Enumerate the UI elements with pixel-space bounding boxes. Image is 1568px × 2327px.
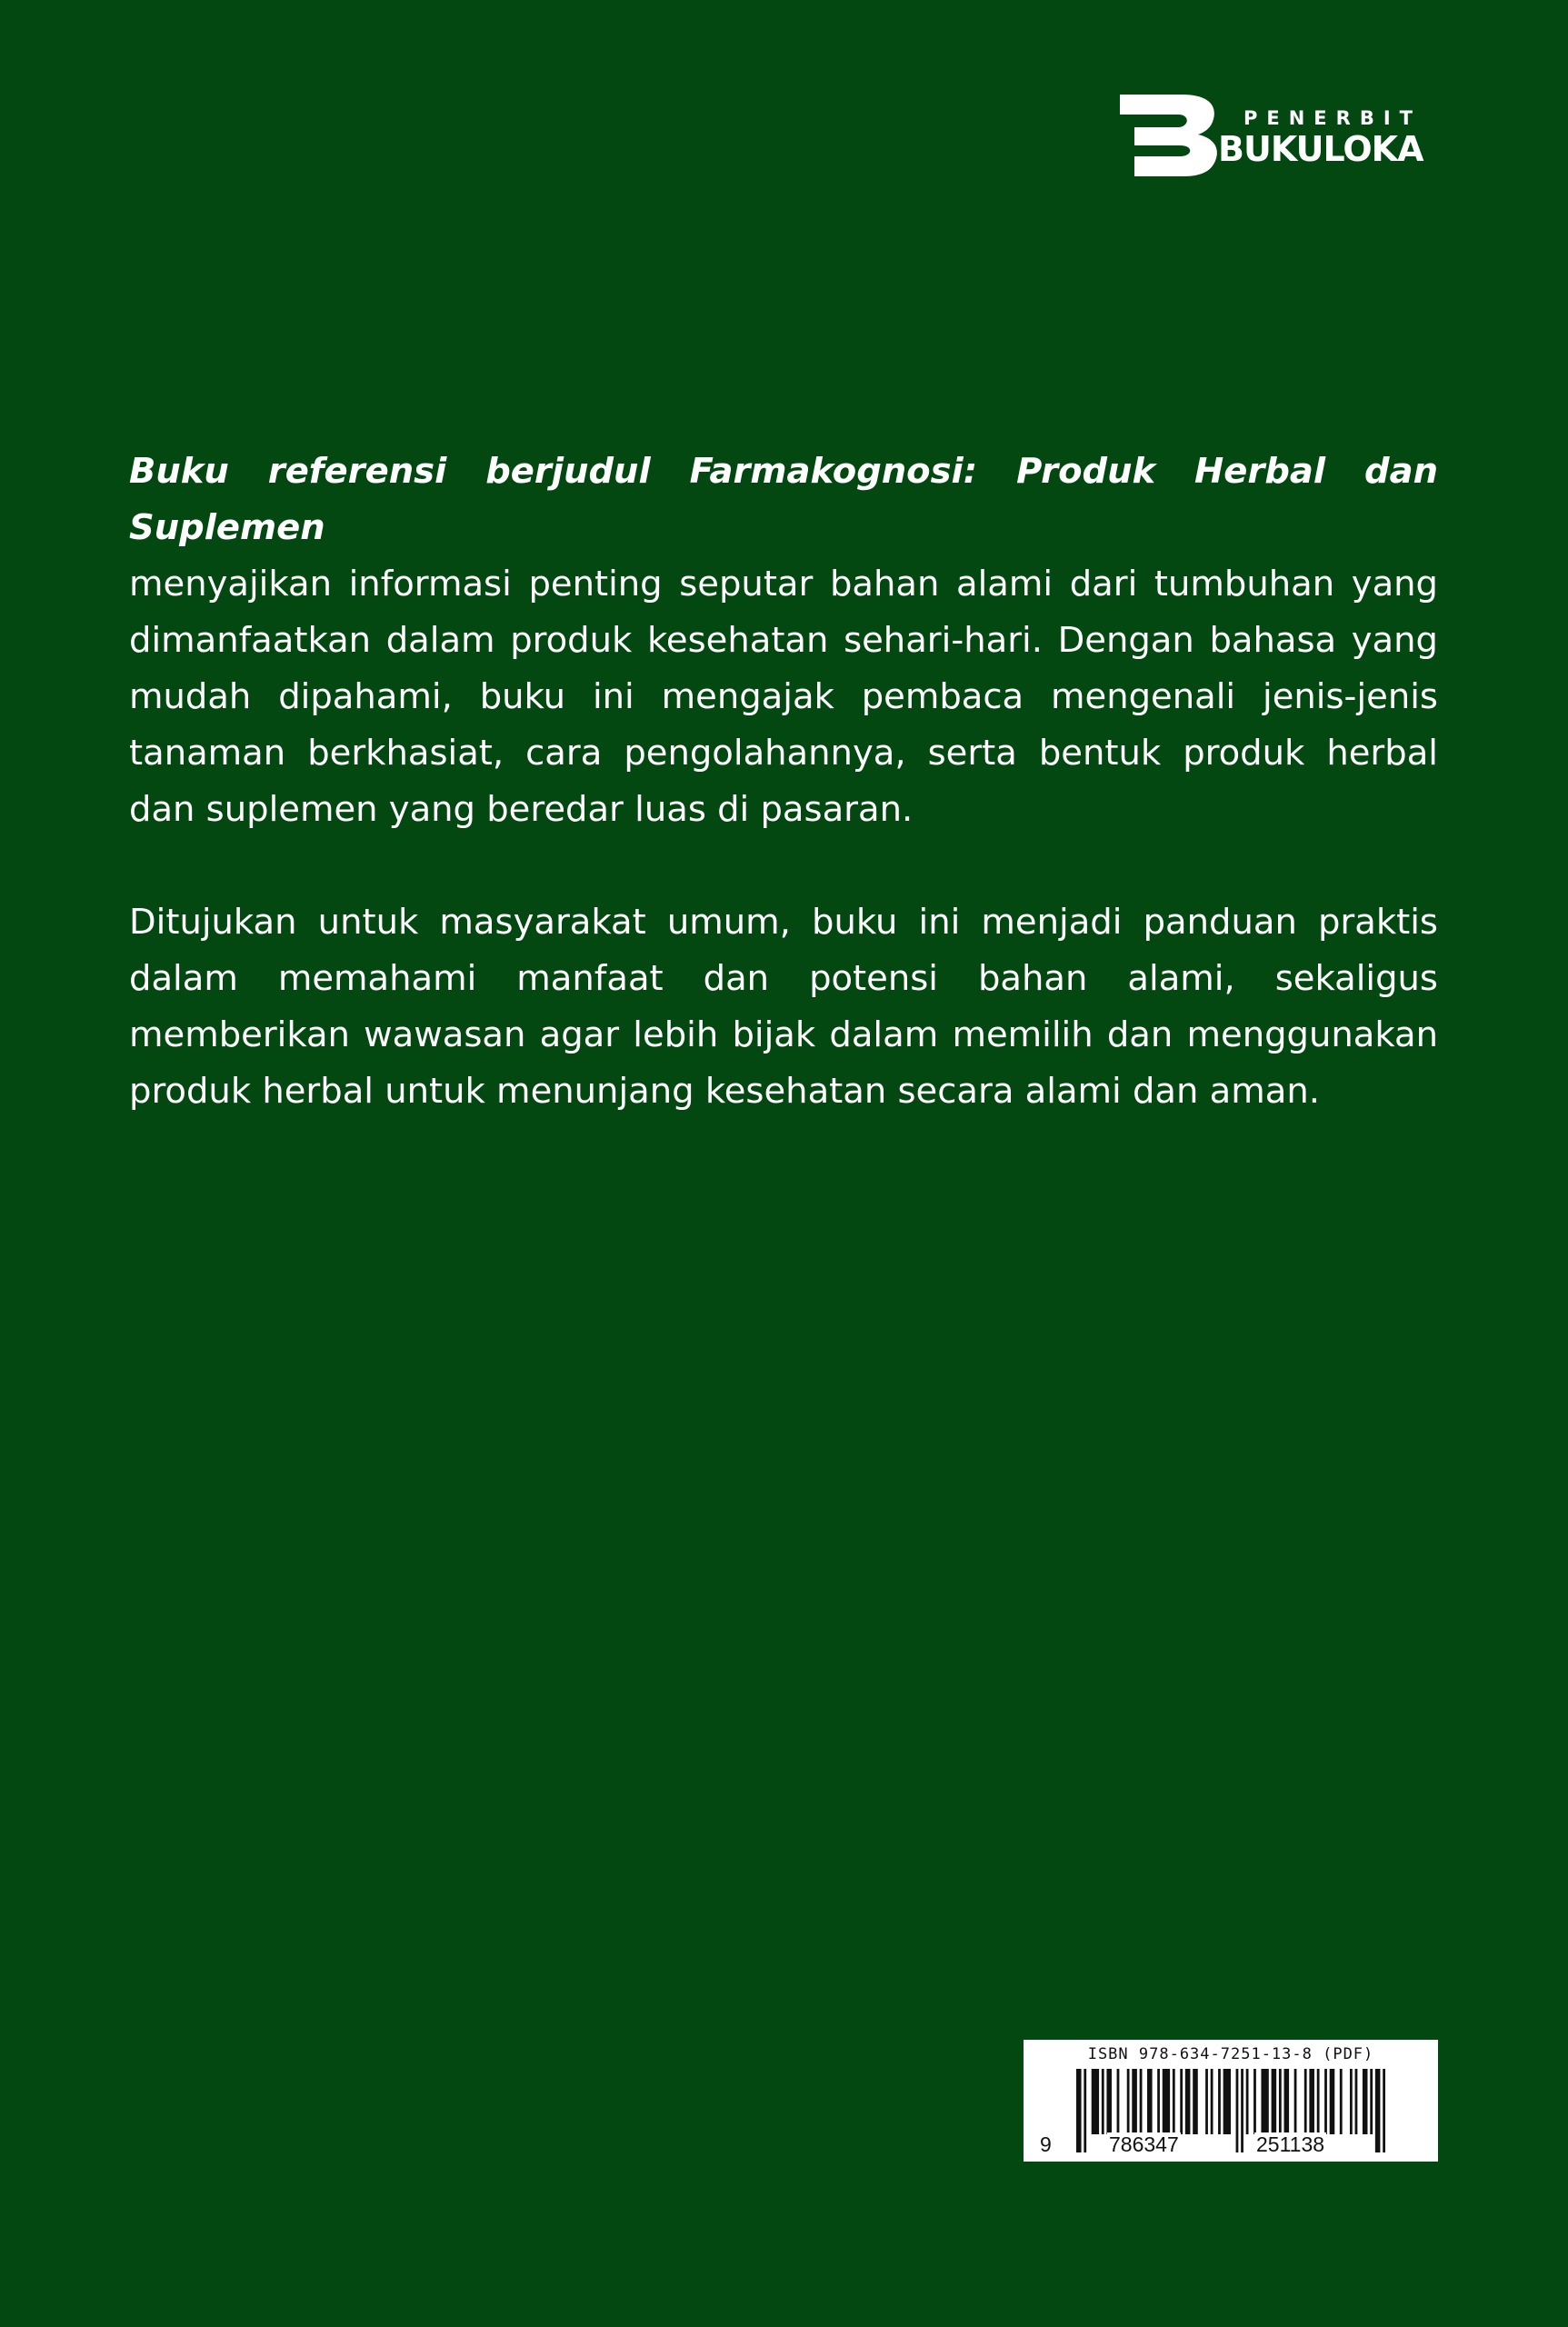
barcode-bar <box>1330 2069 1335 2134</box>
barcode-digit-first: 9 <box>1040 2132 1052 2156</box>
barcode-bar <box>1147 2069 1153 2134</box>
barcode-digits-right: 251138 <box>1256 2132 1325 2156</box>
barcode-bar <box>1211 2069 1213 2134</box>
publisher-label: PENERBIT <box>1243 107 1422 129</box>
publisher-name: BUKULOKA <box>1218 129 1423 169</box>
isbn-barcode-box <box>1024 2040 1438 2162</box>
barcode-bar <box>1253 2069 1256 2134</box>
barcode-bar <box>1127 2069 1130 2134</box>
barcode-bar <box>1340 2069 1343 2134</box>
barcode-bar <box>1324 2069 1327 2134</box>
barcode-bar <box>1185 2069 1191 2134</box>
barcode-bar <box>1309 2069 1314 2134</box>
blurb-paragraph-1-text: menyajikan informasi penting seputar bahan alami dari tumbuhan yang dimanfaatkan dalam produk kesehatan sehari-hari. Dengan bahasa yang mudah dipahami, buku ini mengajak pembaca mengenali jenis-jenis tanaman berkhasiat, cara pengolahannya, serta bentuk produk herbal dan suplemen yang beredar luas di pasaran. <box>129 564 1438 830</box>
back-cover-blurb <box>129 444 1438 1120</box>
book-reference: Buku referensi berjudul Farmakognosi: Produk Herbal dan Suplemen <box>129 451 1438 548</box>
barcode-bar <box>1102 2069 1104 2134</box>
barcode-bar <box>1132 2069 1137 2134</box>
barcode-bar <box>1304 2069 1307 2134</box>
barcode-bar <box>1117 2069 1120 2134</box>
barcode-bar <box>1284 2069 1290 2134</box>
barcode-bar <box>1317 2069 1320 2134</box>
barcode-bar <box>1272 2069 1277 2134</box>
barcode-bar <box>1370 2069 1373 2134</box>
barcode-bar <box>1246 2069 1249 2134</box>
barcode-bar <box>1261 2069 1268 2134</box>
barcode-bar <box>1236 2069 1239 2152</box>
barcode-bar <box>1218 2069 1221 2134</box>
barcode-bar <box>1279 2069 1282 2134</box>
barcode-bar <box>1355 2069 1358 2134</box>
letter-b-logo-icon <box>1120 95 1222 176</box>
barcode-bar <box>1375 2069 1381 2152</box>
barcode-bar <box>1140 2069 1143 2134</box>
barcode-digits-left: 786347 <box>1109 2132 1179 2156</box>
barcode-bar <box>1223 2069 1231 2134</box>
barcode-bar <box>1241 2069 1243 2152</box>
barcode-bar <box>1350 2069 1353 2134</box>
barcode-bar <box>1294 2069 1297 2134</box>
barcode-bar <box>1173 2069 1175 2134</box>
barcode-bar <box>1180 2069 1183 2134</box>
blurb-paragraph-2: Ditujukan untuk masyarakat umum, buku ini menjadi panduan praktis dalam memahami manfaat dan potensi bahan alami, sekaligus memberikan wawasan agar lebih bijak dalam memilih dan menggunakan produk herbal untuk menunjang kesehatan secara alami dan aman. <box>129 902 1438 1112</box>
barcode-bar <box>1157 2069 1160 2134</box>
barcode-bar <box>1084 2069 1086 2152</box>
barcode-bar <box>1383 2069 1385 2152</box>
isbn-label: ISBN 978-634-7251-13-8 (PDF) <box>1087 2045 1374 2063</box>
barcode-bar <box>1106 2069 1112 2134</box>
publisher-logo <box>1120 95 1440 176</box>
barcode-bar <box>1363 2069 1368 2134</box>
barcode-bar <box>1163 2069 1170 2134</box>
barcode-bar <box>1205 2069 1208 2134</box>
barcode-bar <box>1193 2069 1198 2134</box>
barcode-bar <box>1092 2069 1099 2134</box>
barcode-bar <box>1076 2069 1082 2152</box>
blurb-paragraph-1 <box>129 444 1438 838</box>
